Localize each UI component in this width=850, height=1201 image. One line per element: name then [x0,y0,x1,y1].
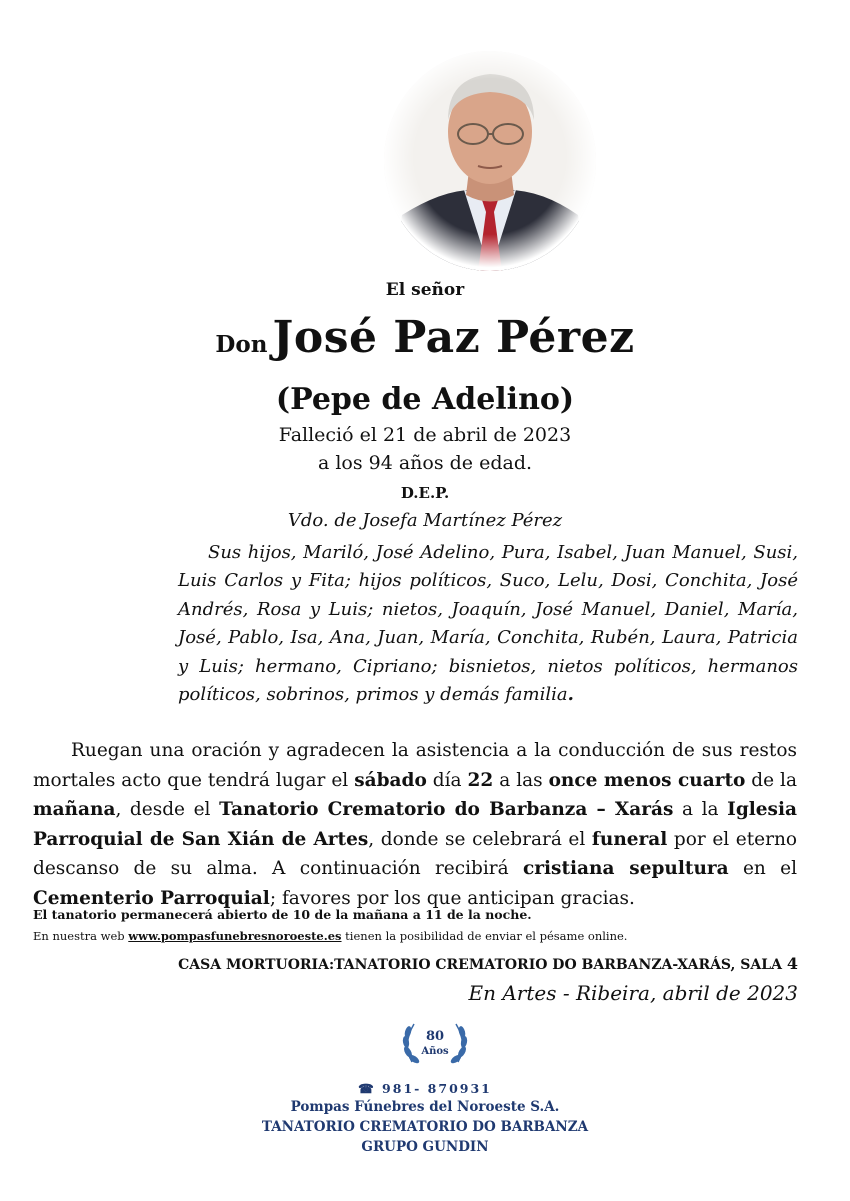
portrait-photo [382,50,598,272]
family-list [178,539,798,709]
opening-hours: El tanatorio permanecerá abierto de 10 de la mañana a 11 de la noche. [33,907,532,922]
family-text: Sus hijos, Mariló, José Adelino, Pura, Isabel, Juan Manuel, Susi, Luis Carlos y Fita; hijos políticos, Suco, Lelu, Dosi, Conchita, José Andrés, Rosa y Luis; nietos, Joaquín, José Manuel, Daniel, María, José, Pablo, Isa, Ana, Juan, María, Conchita, Rubén, Laura, Patricia y Luis; hermano, Cipriano; bisnietos, nietos políticos, hermanos políticos, sobrinos, primos y demás familia [178,542,798,706]
tanatorio-name: TANATORIO CREMATORIO DO BARBANZA [261,1119,589,1135]
logo-number: 80 [425,1029,445,1044]
announce-text: ; favores por los que anticipan gracias. [269,887,635,909]
announce-burial: cristiana sepultura [522,858,729,879]
place-date: En Artes - Ribeira, abril de 2023 [468,981,798,1005]
announce-origin: Tanatorio Crematorio do Barbanza – Xarás [219,799,674,820]
announce-day: sábado [354,769,427,791]
web-notice [33,929,627,943]
funeral-announcement [33,736,797,913]
announce-text: día [426,769,468,791]
deceased-name-line [0,312,850,363]
nickname: (Pepe de Adelino) [275,382,575,417]
phone-icon: ☎ [358,1081,376,1096]
death-date: Falleció el 21 de abril de 2023 [278,424,572,446]
announce-time-period: mañana [33,799,116,820]
announce-time: once menos cuarto [548,769,746,791]
family-end: . [567,684,574,706]
intro-text: El señor [385,280,465,300]
announce-text: , desde el [115,799,220,820]
announce-text: a las [493,769,549,791]
announce-text: de la [745,769,797,791]
age-line: a los 94 años de edad. [317,452,533,474]
announce-text: en el [728,858,797,879]
deceased-name: José Paz Pérez [272,312,635,363]
company-name: Pompas Fúnebres del Noroeste S.A. [290,1099,560,1115]
announce-text: , donde se celebrará el [368,828,592,850]
announce-cemetery: Cementerio Parroquial [33,887,270,909]
website-link[interactable]: www.pompasfunebresnoroeste.es [128,929,342,943]
announce-text: a la [673,799,728,820]
announce-church: Iglesia Parroquial de San Xián de Artes [33,799,797,850]
announce-text: Ruegan una oración y agradecen la asistencia a la conducción de sus restos mortales acto que tendrá lugar el [33,740,797,791]
web-text: En nuestra web [33,929,129,943]
casa-mortuoria [178,954,798,973]
announce-text: por el eterno descanso de su alma. A continuación recibirá [33,828,798,879]
dep-text: D.E.P. [400,484,450,502]
anniversary-logo [400,1012,470,1072]
announce-date: 22 [467,769,494,791]
logo-word: Años [421,1046,449,1057]
phone-line [0,1081,850,1096]
group-name: GRUPO GUNDIN [361,1139,489,1155]
web-text: tienen la posibilidad de enviar el pésame online. [341,929,628,943]
room-number: 4 [786,954,798,973]
announce-funeral: funeral [591,828,668,850]
title-prefix: Don [215,331,268,358]
casa-mortuoria-text: CASA MORTUORIA:TANATORIO CREMATORIO DO BARBANZA-XARÁS, SALA [178,957,787,973]
phone-number: 981- 870931 [382,1081,492,1096]
widow-line: Vdo. de Josefa Martínez Pérez [287,510,563,531]
